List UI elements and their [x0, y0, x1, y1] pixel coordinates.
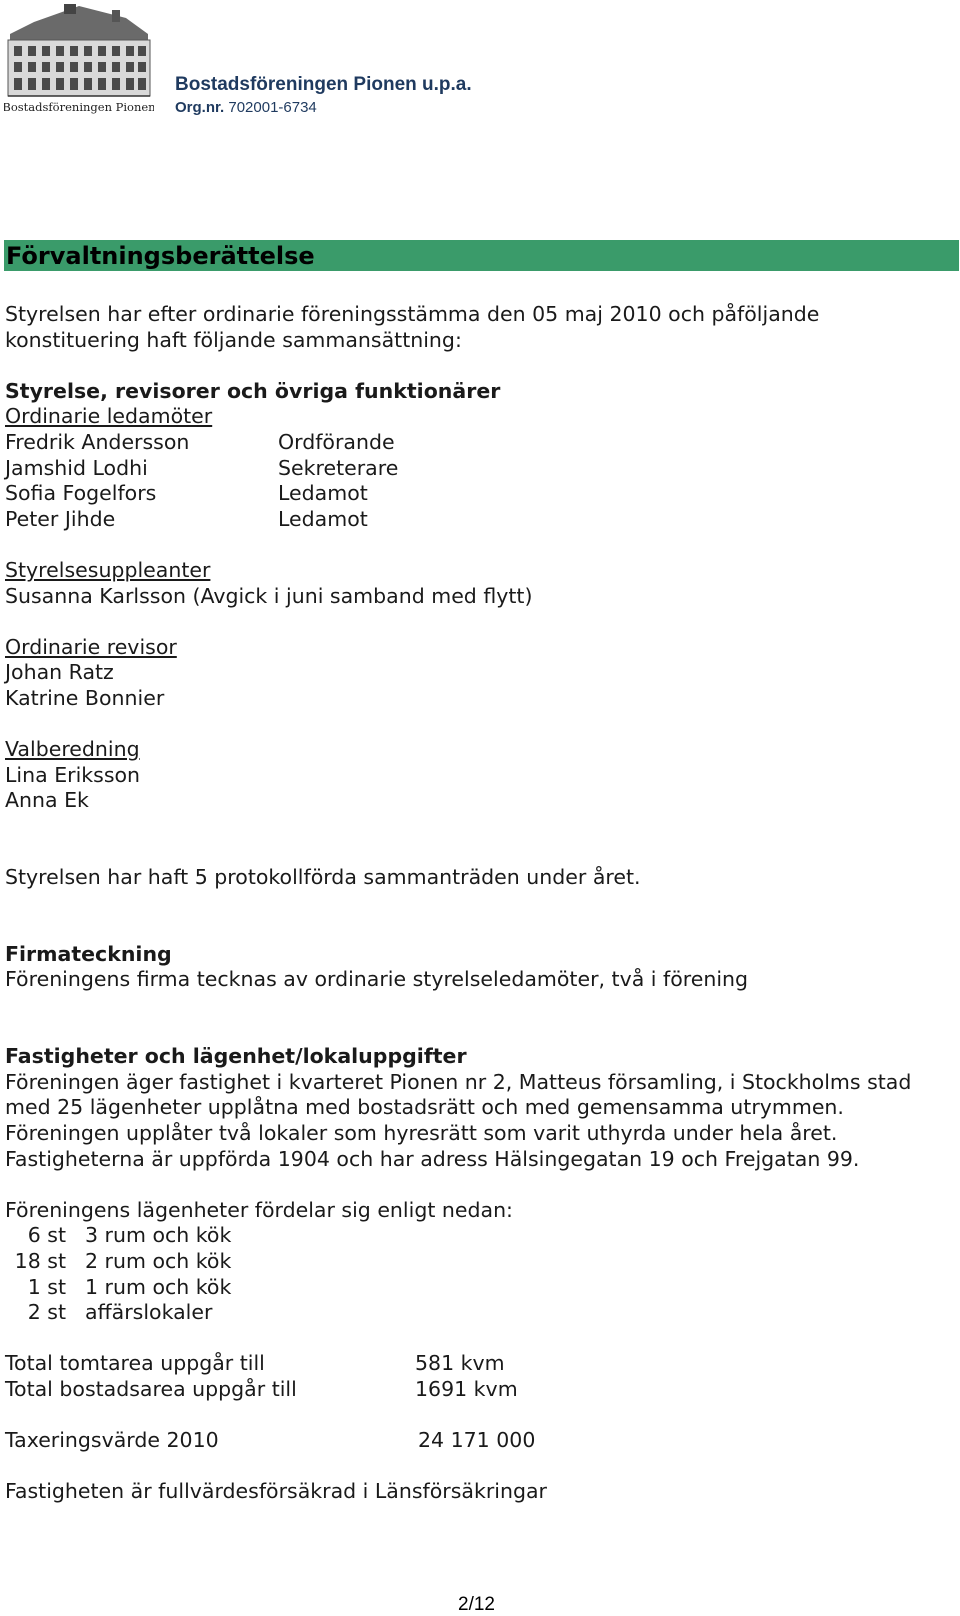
area-value: 581 kvm [415, 1351, 505, 1376]
property-line: Föreningen äger fastighet i kvarteret Pionen nr 2, Matteus församling, i Stockholms stad [5, 1069, 912, 1094]
member-row [5, 507, 955, 533]
tax-value: 24 171 000 [418, 1428, 536, 1453]
board-heading: Styrelse, revisorer och övriga funktionärer [5, 378, 501, 403]
auditors-heading: Ordinarie revisor [5, 634, 177, 659]
apartment-row [5, 1275, 955, 1301]
apartment-row [5, 1249, 955, 1275]
apartment-type: 2 rum och kök [85, 1248, 232, 1273]
member-role: Ledamot [278, 481, 368, 506]
area-value: 1691 kvm [415, 1376, 518, 1401]
signature-heading: Firmateckning [5, 941, 172, 966]
title-banner [4, 240, 959, 271]
tax-row [5, 1428, 955, 1454]
member-row [5, 456, 955, 482]
member-name: Jamshid Lodhi [5, 455, 148, 480]
area-label: Total bostadsarea uppgår till [5, 1376, 297, 1401]
apartment-count: 18 st [14, 1248, 66, 1273]
deputies-heading: Styrelsesuppleanter [5, 557, 211, 582]
deputy-name: Susanna Karlsson (Avgick i juni samband med flytt) [5, 583, 533, 608]
property-line: Fastigheterna är uppförda 1904 och har adress Hälsingegatan 19 och Frejgatan 99. [5, 1146, 860, 1171]
meetings-text: Styrelsen har haft 5 protokollförda sammanträden under året. [5, 865, 641, 890]
insurance-text: Fastigheten är fullvärdesförsäkrad i Länsförsäkringar [5, 1479, 547, 1504]
member-role: Ordförande [278, 429, 395, 454]
property-heading: Fastigheter och lägenhet/lokaluppgifter [5, 1044, 467, 1069]
apartment-type: affärslokaler [85, 1300, 213, 1325]
property-line: Föreningen upplåter två lokaler som hyresrätt som varit uthyrda under hela året. [5, 1121, 838, 1145]
document-body [5, 302, 955, 1505]
member-name: Sofia Fogelfors [5, 481, 157, 506]
org-number-label: Org.nr. [175, 99, 225, 116]
intro-line: konstituering haft följande sammansättning: [5, 327, 462, 352]
intro-line: Styrelsen har efter ordinarie föreningsstämma den 05 maj 2010 och påföljande [5, 302, 820, 326]
member-row [5, 430, 955, 456]
logo-caption: Bostadsföreningen Pionen [4, 100, 154, 114]
member-name: Fredrik Andersson [5, 429, 190, 454]
property-line: med 25 lägenheter upplåtna med bostadsrätt och med gemensamma utrymmen. [5, 1095, 844, 1120]
nomination-name: Lina Eriksson [5, 762, 141, 787]
tax-label: Taxeringsvärde 2010 [5, 1428, 219, 1453]
org-name: Bostadsföreningen Pionen u.p.a. [175, 74, 472, 95]
logo [4, 4, 154, 116]
org-number [175, 99, 317, 116]
org-number-value: 702001-6734 [228, 99, 317, 116]
auditor-name: Johan Ratz [5, 660, 114, 685]
page-number: 2/12 [458, 1594, 495, 1615]
apartments-intro: Föreningens lägenheter fördelar sig enligt nedan: [5, 1197, 513, 1222]
apartment-count: 6 st [27, 1223, 66, 1248]
apartment-row [5, 1300, 955, 1326]
nomination-name: Anna Ek [5, 788, 89, 813]
area-row [5, 1377, 955, 1403]
signature-text: Föreningens firma tecknas av ordinarie styrelseledamöter, två i förening [5, 967, 749, 992]
apartment-type: 3 rum och kök [85, 1223, 232, 1248]
nomination-heading: Valberedning [5, 737, 140, 762]
area-row [5, 1351, 955, 1377]
member-role: Sekreterare [278, 455, 399, 480]
area-label: Total tomtarea uppgår till [5, 1351, 265, 1376]
member-row [5, 481, 955, 507]
apartment-row [5, 1223, 955, 1249]
member-role: Ledamot [278, 506, 368, 531]
apartment-type: 1 rum och kök [85, 1274, 232, 1299]
page-title: Förvaltningsberättelse [6, 242, 315, 270]
members-heading: Ordinarie ledamöter [5, 404, 213, 429]
auditor-name: Katrine Bonnier [5, 685, 165, 710]
apartment-count: 1 st [27, 1274, 66, 1299]
building-engraving-icon [4, 4, 154, 116]
apartment-count: 2 st [27, 1300, 66, 1325]
member-name: Peter Jihde [5, 506, 116, 531]
